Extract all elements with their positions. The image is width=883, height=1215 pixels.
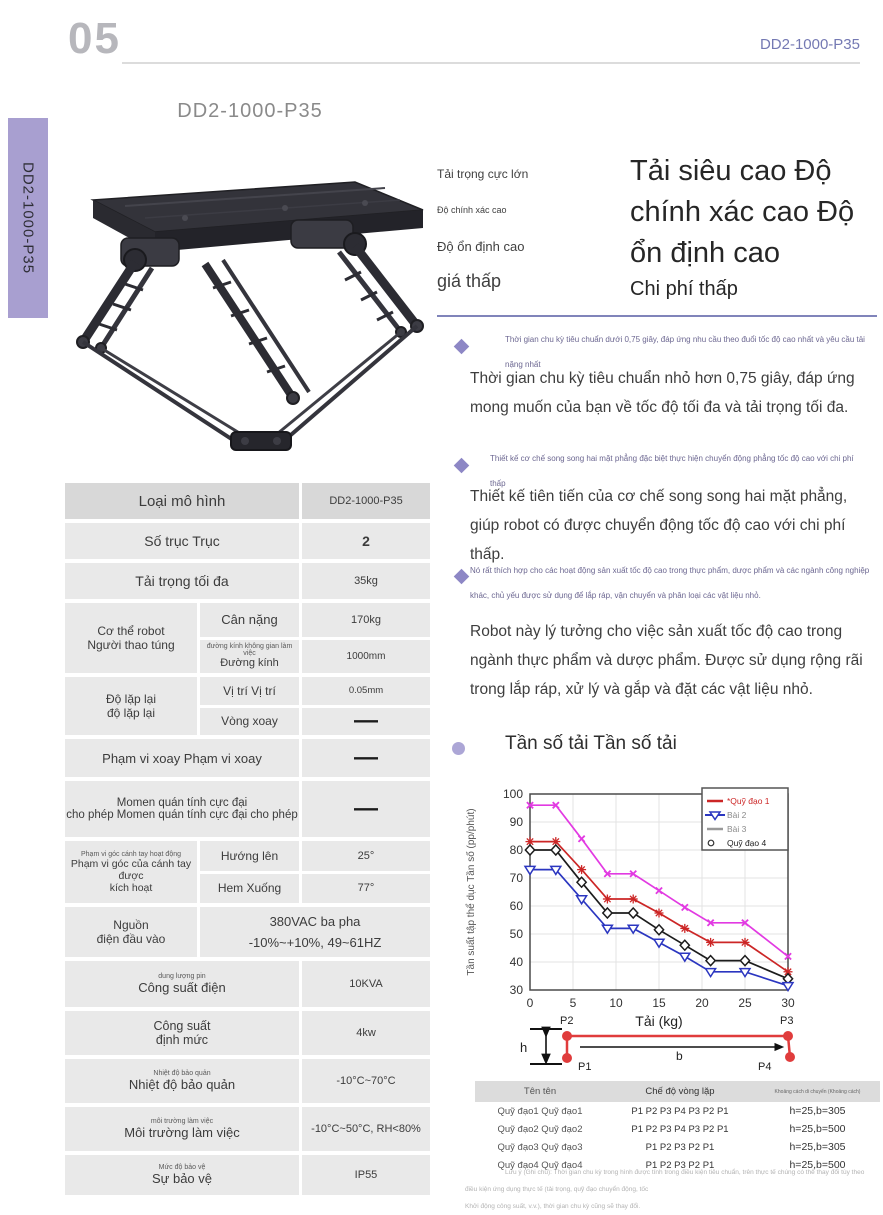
table-row	[65, 781, 430, 837]
table-row	[65, 1011, 430, 1055]
svg-text:70: 70	[509, 871, 523, 885]
traj-row-name: Quỹ đạo3 Quỹ đạo3	[497, 1141, 583, 1153]
trajectory-diagram	[480, 1012, 875, 1076]
table-row	[65, 841, 430, 903]
traj-row-name: Quỹ đạo2 Quỹ đạo2	[497, 1123, 583, 1135]
spec-weight-label: Cân nặng	[200, 603, 299, 637]
svg-text:Quỹ đạo 4: Quỹ đạo 4	[727, 838, 767, 848]
spec-weight-value: 170kg	[302, 603, 430, 637]
table-row	[65, 739, 430, 777]
spec-storage-cell	[65, 1059, 299, 1103]
table-row	[65, 563, 430, 599]
svg-text:30: 30	[509, 983, 523, 997]
spec-capacity-value: 10KVA	[302, 961, 430, 1007]
spec-down-label: Hem Xuống	[200, 874, 299, 904]
traj-row-loop: P1 P2 P3 P4 P3 P2 P1	[631, 1105, 729, 1117]
spec-env-small: môi trường làm việc	[150, 1118, 214, 1125]
chart-section-title: Tần số tải Tần số tải	[505, 733, 677, 754]
trajectory-table	[475, 1081, 880, 1174]
spec-table	[65, 483, 430, 1195]
spec-rated-value: 4kw	[302, 1011, 430, 1055]
spec-storage-value: -10°C~70°C	[302, 1059, 430, 1103]
spec-model-value: DD2-1000-P35	[302, 483, 430, 519]
spec-arm-small: Phạm vi góc cánh tay hoạt động	[80, 850, 181, 858]
sidebar-model-label: DD2-1000-P35	[19, 161, 37, 275]
feature-label-payload: Tải trọng cực lớn	[437, 167, 529, 181]
spec-payload-label: Tải trọng tối đa	[65, 563, 299, 599]
feature-headline-2: chính xác cao Độ	[630, 196, 855, 228]
spec-inertia-label: Momen quán tính cực đại cho phép Momen quán tính cực đại cho phép	[65, 781, 299, 837]
feature-headline-1: Tải siêu cao Độ	[630, 155, 832, 187]
table-row	[65, 523, 430, 559]
svg-text:Bài 2: Bài 2	[727, 810, 747, 820]
spec-power-value: 380VAC ba pha -10%~+10%, 49~61HZ	[200, 907, 430, 957]
spec-capacity-label: Công suất điện	[138, 980, 226, 995]
svg-text:10: 10	[609, 996, 623, 1010]
header-model-code: DD2-1000-P35	[759, 36, 860, 53]
spec-payload-value: 35kg	[302, 563, 430, 599]
spec-axes-label: Số trục Trục	[65, 523, 299, 559]
svg-text:0: 0	[526, 996, 534, 1010]
svg-text:25: 25	[738, 996, 752, 1010]
spec-axes-value: 2	[302, 523, 430, 559]
table-row	[65, 907, 430, 957]
spec-down-value: 77°	[302, 874, 430, 904]
diagram-h-label: h	[520, 1040, 528, 1055]
traj-row-distance: h=25,b=305	[789, 1141, 846, 1153]
feature-headline-3: ổn định cao	[630, 237, 780, 269]
footnote-line: Khởi động công suất, v.v.), thời gian chu kỳ cũng sẽ thay đổi.	[465, 1203, 641, 1210]
spec-inertia-value: —	[302, 781, 430, 837]
diagram-p4-label: P4	[758, 1061, 772, 1073]
product-title: DD2-1000-P35	[177, 100, 323, 122]
bullet2-body-text: Thiết kế tiên tiến của cơ chế song song hai mặt phẳng, giúp robot có được chuyển động tốc độ cao với chi phí thấp.	[470, 488, 848, 563]
feature-label-price: giá thấp	[437, 271, 502, 291]
bullet3-body-text: Robot này lý tưởng cho việc sản xuất tốc độ cao trong ngành thực phẩm và dược phẩm. Được sử dụng rộng rãi trong lắp ráp, xử lý và gắp và đặt các vật liệu nhỏ.	[470, 623, 863, 698]
spec-up-label: Hướng lên	[200, 841, 299, 871]
spec-arm-label: Phạm vi góc của cánh tay được kích hoạt	[70, 857, 192, 894]
traj-header-loop: Chế độ vòng lặp	[645, 1086, 715, 1097]
diagram-p2-label: P2	[560, 1015, 574, 1027]
spec-protect-label: Sự bảo vệ	[151, 1171, 213, 1186]
bullet1-body-text: Thời gian chu kỳ tiêu chuẩn nhỏ hơn 0,75 giây, đáp ứng mong muốn của bạn về tốc độ tối đa và tải trọng tối đa.	[470, 370, 855, 416]
spec-env-label: Môi trường làm việc	[124, 1125, 240, 1140]
spec-env-value: -10°C~50°C, RH<80%	[302, 1107, 430, 1151]
load-frequency-chart	[450, 782, 875, 1032]
svg-text:20: 20	[695, 996, 709, 1010]
spec-body-label: Cơ thể robot Người thao túng	[65, 603, 197, 673]
spec-position-label: Vị trí Vị trí	[200, 677, 299, 705]
traj-row-loop: P1 P2 P3 P2 P1	[645, 1159, 715, 1171]
feature-label-stability: Độ ổn định cao	[437, 239, 525, 254]
diagram-p3-label: P3	[780, 1015, 794, 1027]
table-row	[475, 1102, 880, 1120]
table-row	[65, 961, 430, 1007]
svg-text:*Quỹ đạo 1: *Quỹ đạo 1	[727, 796, 770, 806]
table-row	[65, 1107, 430, 1151]
svg-text:80: 80	[509, 843, 523, 857]
table-row	[65, 603, 430, 673]
spec-range-value: —	[302, 739, 430, 777]
feature-headline-4: Chi phí thấp	[630, 278, 738, 300]
svg-text:5: 5	[569, 996, 577, 1010]
traj-row-name: Quỹ đạo1 Quỹ đạo1	[497, 1105, 583, 1117]
footnotes	[465, 1164, 873, 1215]
spec-position-value: 0.05mm	[302, 677, 430, 705]
header-divider	[122, 62, 860, 64]
sidebar-model-tab	[8, 118, 48, 318]
spec-model-label: Loại mô hình	[65, 483, 299, 519]
spec-up-value: 25°	[302, 841, 430, 871]
spec-storage-small: Nhiệt độ bảo quản	[153, 1070, 211, 1077]
spec-diameter-value: 1000mm	[302, 640, 430, 674]
bullet1-small-text: Thời gian chu kỳ tiêu chuẩn dưới 0,75 giây, đáp ứng nhu cầu theo đuổi tốc độ cao nhất và yêu cầu tải nặng nhất	[505, 335, 865, 369]
spec-rotation-value: —	[302, 708, 430, 736]
page-number: 05	[68, 14, 121, 63]
bullet3-small-text: Nó rất thích hợp cho các hoạt động sản xuất tốc độ cao trong thực phẩm, dược phẩm và các ngành công nghiệp khác, chủ yếu được sử dụng để lắp ráp, vận chuyển và phân loại các vật liệu nhỏ.	[470, 566, 870, 600]
spec-rotation-label: Vòng xoay	[200, 708, 299, 736]
spec-arm-cell	[65, 841, 197, 903]
svg-text:40: 40	[509, 955, 523, 969]
traj-header-name: Tên tên	[523, 1086, 557, 1097]
diagram-b-label: b	[676, 1049, 683, 1063]
spec-storage-label: Nhiệt độ bảo quản	[128, 1077, 236, 1092]
svg-text:Bài 3: Bài 3	[727, 824, 747, 834]
bullet2-small-text: Thiết kế cơ chế song song hai mặt phẳng đặc biệt thực hiện chuyển động phẳng tốc độ cao với chi phí thấp	[490, 454, 854, 488]
svg-text:Tần suất tập thể dục Tần số (p: Tần suất tập thể dục Tần số (pp/phút)	[466, 808, 477, 976]
table-row	[475, 1120, 880, 1138]
table-row	[65, 677, 430, 735]
footnote-line: Lưu ý (Ghi chú): Thời gian chu kỳ trong hình được tính trong điều kiện tiêu chuẩn, trên thực tế chúng có thể thay đổi tùy theo điều kiện ứng dụng thực tế (tải trọng, quỹ đạo chuyển động, tốc	[465, 1169, 865, 1193]
diamond-bullet-icon	[454, 339, 470, 355]
diagram-p1-label: P1	[578, 1061, 592, 1073]
spec-diameter-small: đường kính không gian làm việc	[206, 643, 293, 658]
table-row	[65, 1059, 430, 1103]
table-row	[65, 483, 430, 519]
traj-row-name: Quỹ đạo4 Quỹ đạo4	[497, 1159, 583, 1171]
spec-range-label: Phạm vi xoay Phạm vi xoay	[65, 739, 299, 777]
svg-text:50: 50	[509, 927, 523, 941]
spec-rated-label: Công suất định mức	[65, 1011, 299, 1055]
svg-text:100: 100	[502, 787, 523, 801]
spec-capacity-small: dung lượng pin	[158, 973, 206, 980]
spec-diameter-cell	[200, 640, 299, 674]
feature-divider	[437, 315, 877, 317]
spec-env-cell	[65, 1107, 299, 1151]
traj-row-distance: h=25,b=305	[789, 1105, 846, 1117]
table-row	[65, 1155, 430, 1195]
svg-text:Tải (kg): Tải (kg)	[635, 1013, 683, 1029]
svg-text:90: 90	[509, 815, 523, 829]
svg-text:30: 30	[781, 996, 795, 1010]
traj-row-loop: P1 P2 P3 P2 P1	[645, 1141, 715, 1153]
product-image-delta-robot	[55, 148, 450, 478]
traj-header-distance: Khoảng cách di chuyển (Khoảng cách)	[774, 1088, 861, 1095]
diamond-bullet-icon	[454, 569, 470, 585]
spec-power-label: Nguồn điện đầu vào	[65, 907, 197, 957]
table-header-row	[475, 1081, 880, 1102]
spec-repeat-label: Độ lặp lại độ lặp lại	[65, 677, 197, 735]
svg-text:15: 15	[652, 996, 666, 1010]
table-row	[475, 1138, 880, 1156]
spec-protect-cell	[65, 1155, 299, 1195]
spec-capacity-cell	[65, 961, 299, 1007]
traj-row-distance: h=25,b=500	[789, 1123, 846, 1135]
section-bullet-icon	[452, 742, 465, 755]
spec-diameter-label: Đường kính	[220, 657, 279, 670]
svg-text:60: 60	[509, 899, 523, 913]
traj-row-distance: h=25,b=500	[789, 1159, 846, 1171]
spec-protect-small: Mức độ bảo vệ	[158, 1164, 206, 1171]
traj-row-loop: P1 P2 P3 P4 P3 P2 P1	[631, 1123, 729, 1135]
diamond-bullet-icon	[454, 458, 470, 474]
feature-label-precision: Độ chính xác cao	[437, 205, 507, 215]
spec-protect-value: IP55	[302, 1155, 430, 1195]
